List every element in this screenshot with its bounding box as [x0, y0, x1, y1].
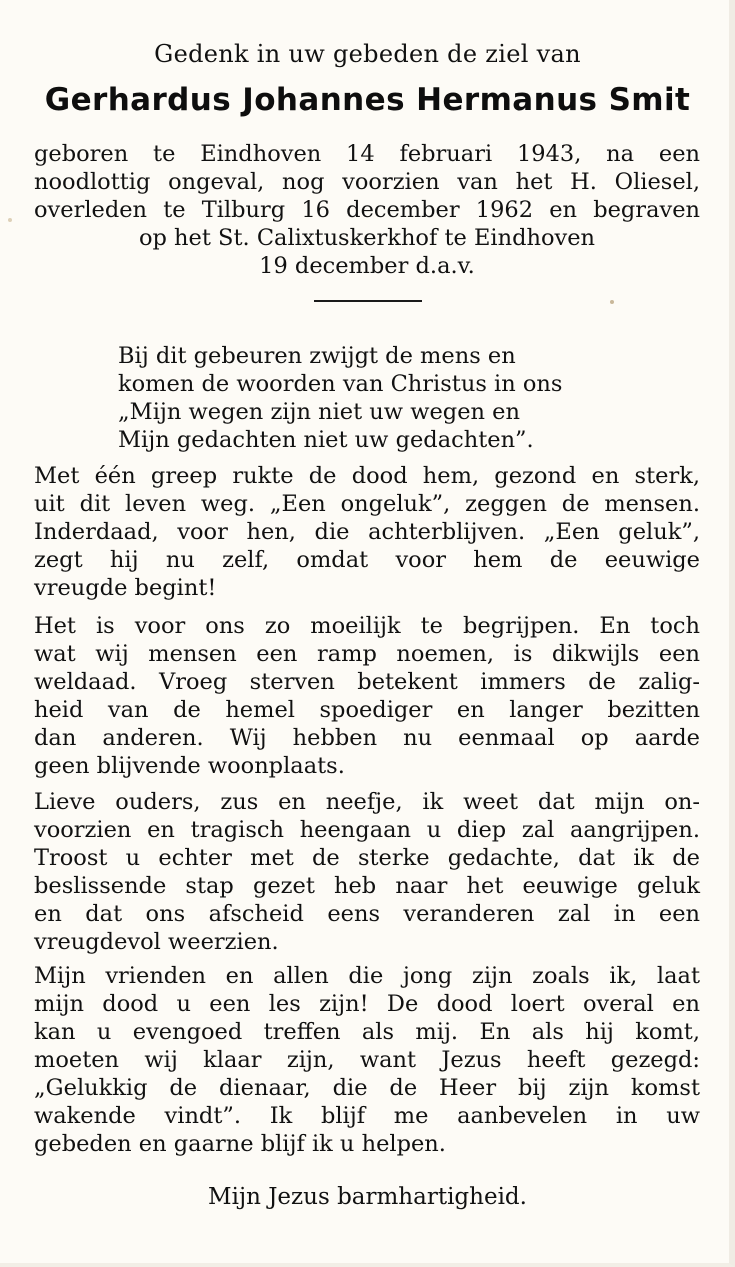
- paragraph-line: moeten wij klaar zijn, want Jezus heeft gezegd:: [34, 1047, 700, 1073]
- quote-line: „Mijn wegen zijn niet uw wegen en: [118, 399, 520, 425]
- paragraph-line: Lieve ouders, zus en neefje, ik weet dat mijn on-: [34, 789, 700, 815]
- paragraph-line: voorzien en tragisch heengaan u diep zal aangrijpen.: [34, 817, 700, 843]
- quote-line: Bij dit gebeuren zwijgt de mens en: [118, 343, 516, 369]
- bio-line: geboren te Eindhoven 14 februari 1943, na een: [34, 141, 700, 167]
- paragraph-1: [34, 462, 700, 602]
- paragraph-line: gebeden en gaarne blijf ik u helpen.: [34, 1131, 446, 1157]
- deceased-name: Gerhardus Johannes Hermanus Smit: [44, 82, 691, 118]
- paragraph-line: dan anderen. Wij hebben nu eenmaal op aarde: [34, 725, 700, 751]
- paper-speck: [8, 218, 12, 222]
- paragraph-line: en dat ons afscheid eens veranderen zal in een: [34, 901, 700, 927]
- paragraph-line: heid van de hemel spoediger en langer bezitten: [34, 697, 700, 723]
- paragraph-line: mijn dood u een les zijn! De dood loert overal en: [34, 991, 700, 1017]
- quote-line: Mijn gedachten niet uw gedachten”.: [118, 427, 534, 453]
- paragraph-line: kan u evengoed treffen als mij. En als hij komt,: [34, 1019, 700, 1045]
- paragraph-line: beslissende stap gezet heb naar het eeuwige geluk: [34, 873, 700, 899]
- card-header: Gedenk in uw gebeden de ziel van: [154, 40, 581, 68]
- bio-line: 19 december d.a.v.: [259, 253, 475, 279]
- bio-line: noodlottig ongeval, nog voorzien van het H. Oliesel,: [34, 169, 700, 195]
- divider-rule: [314, 300, 422, 302]
- quote-line: komen de woorden van Christus in ons: [118, 371, 563, 397]
- paragraph-line: wakende vindt”. Ik blijf me aanbevelen in uw: [34, 1103, 700, 1129]
- paragraph-line: Het is voor ons zo moeilijk te begrijpen. En toch: [34, 613, 700, 639]
- paragraph-line: geen blijvende woonplaats.: [34, 753, 345, 779]
- bio-line: overleden te Tilburg 16 december 1962 en begraven: [34, 197, 700, 223]
- paragraph-line: weldaad. Vroeg sterven betekent immers de zalig-: [34, 669, 700, 695]
- closing-prayer: Mijn Jezus barmhartigheid.: [208, 1184, 527, 1210]
- paragraph-line: uit dit leven weg. „Een ongeluk”, zeggen de mensen.: [34, 491, 700, 517]
- paragraph-line: „Gelukkig de dienaar, die de Heer bij zijn komst: [34, 1075, 700, 1101]
- paragraph-line: wat wij mensen een ramp noemen, is dikwijls een: [34, 641, 700, 667]
- scripture-quote: [118, 342, 638, 454]
- paragraph-line: Inderdaad, voor hen, die achterblijven. „Een geluk”,: [34, 519, 700, 545]
- paragraph-line: zegt hij nu zelf, omdat voor hem de eeuwige: [34, 547, 700, 573]
- paragraph-2: [34, 612, 700, 780]
- paragraph-4: [34, 962, 700, 1158]
- paragraph-line: vreugdevol weerzien.: [34, 929, 279, 955]
- bio-line: op het St. Calixtuskerkhof te Eindhoven: [138, 225, 596, 251]
- paragraph-line: Mijn vrienden en allen die jong zijn zoals ik, laat: [34, 963, 700, 989]
- paper-speck: [610, 300, 614, 304]
- paragraph-line: Troost u echter met de sterke gedachte, dat ik de: [34, 845, 700, 871]
- paragraph-line: Met één greep rukte de dood hem, gezond en sterk,: [34, 463, 700, 489]
- biography: [34, 140, 700, 280]
- paragraph-3: [34, 788, 700, 956]
- paragraph-line: vreugde begint!: [34, 575, 217, 601]
